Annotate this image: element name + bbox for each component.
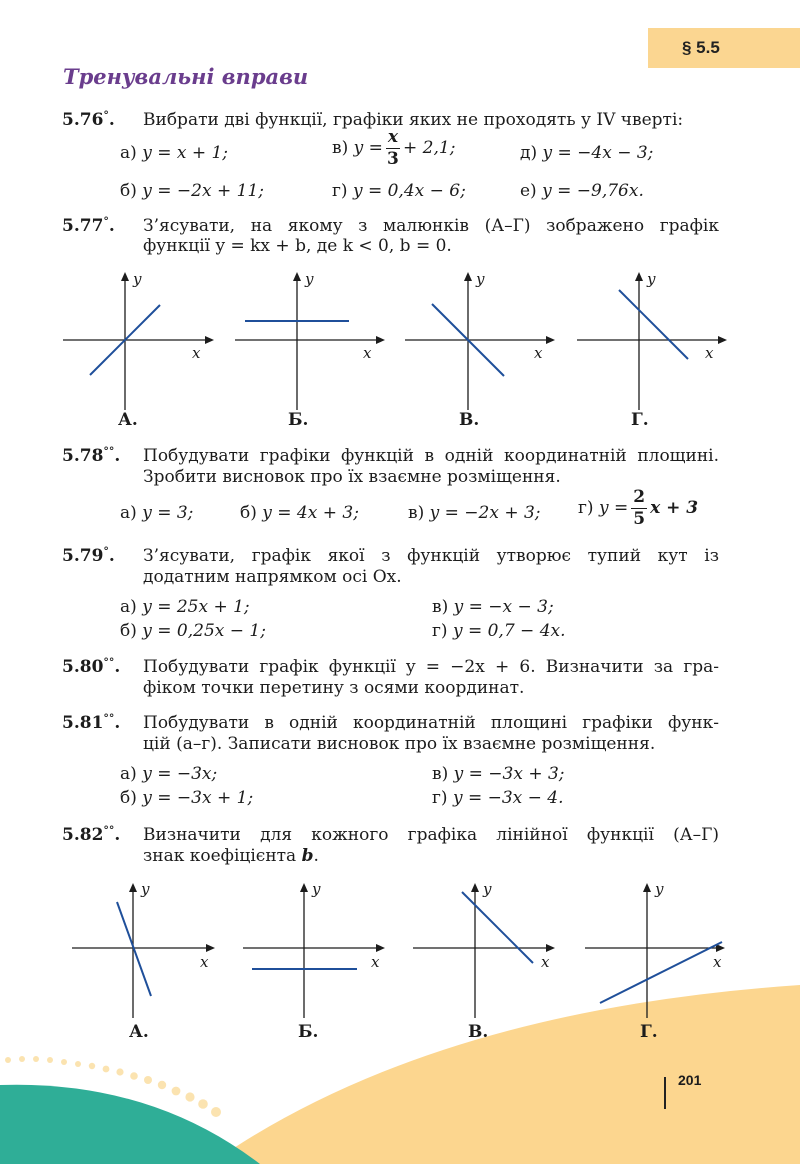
exercise-5-78-line2: Зробити висновок про їх взаємне розміщення.: [143, 467, 561, 487]
section-tab: § 5.5: [648, 28, 800, 68]
option-g: г) y = −3x − 4.: [432, 788, 564, 808]
option-g-fraction: г) y = $\frac{2}{5}$ x + 3: [578, 487, 699, 529]
option-v: в) y = −2x + 3;: [408, 503, 541, 523]
axis-y-label: y: [305, 270, 314, 288]
axis-x-label: x: [534, 344, 543, 362]
exercise-5-82-line1: Визначити для кожного графіка лінійної функції (А–Г): [143, 825, 719, 845]
exercise-5-81-line2: цій (а–г). Записати висновок про їх взаємне розміщення.: [143, 734, 656, 754]
option-e: е) y = −9,76x.: [520, 181, 644, 201]
exercise-5-79-line2: додатним напрямком осі Ox.: [143, 567, 402, 587]
graph-label-b: Б.: [298, 1022, 319, 1042]
graph-label-b: Б.: [288, 410, 309, 430]
exercise-5-80-number: 5.80°°.: [62, 656, 121, 677]
exercise-5-81-line1: Побудувати в одній координатній площині графіки функ-: [143, 713, 719, 733]
fraction-x-over-3: $\frac{x}{3}$: [387, 127, 399, 169]
exercise-5-82-line2: знак коефіцієнта b.: [143, 846, 319, 866]
exercise-5-76-text: Вибрати дві функції, графіки яких не проходять у IV чверті:: [143, 110, 684, 130]
exercise-5-79-line1: З’ясувати, графік якої з функцій утворює тупий кут із: [143, 546, 719, 566]
exercise-5-81-number: 5.81°°.: [62, 712, 121, 733]
exercise-5-76-number: 5.76°.: [62, 109, 115, 130]
graph-V: [413, 883, 555, 1018]
option-a: а) y = 3;: [120, 503, 194, 523]
axis-x-label: x: [363, 344, 372, 362]
exercise-5-80-line2: фіком точки перетину з осями координат.: [143, 678, 525, 698]
page-number-divider: [664, 1077, 666, 1109]
axis-x-label: x: [371, 953, 380, 971]
graph-label-a: А.: [118, 410, 138, 430]
option-b: б) y = −2x + 11;: [120, 181, 264, 201]
axis-y-label: y: [141, 880, 150, 898]
exercise-5-77-line2: функції y = kx + b, де k < 0, b = 0.: [143, 236, 452, 256]
graph-label-a: А.: [129, 1022, 149, 1042]
exercise-5-78-line1: Побудувати графіки функцій в одній координатній площині.: [143, 446, 719, 466]
graph-label-v: В.: [468, 1022, 489, 1042]
exercise-5-77-line1: З’ясувати, на якому з малюнків (А–Г) зображено графік: [143, 216, 719, 236]
page-number: 201: [678, 1072, 702, 1088]
fraction-2-over-5: $\frac{2}{5}$: [633, 487, 646, 529]
section-heading: Тренувальні вправи: [63, 64, 309, 89]
option-v-fraction: в) y = $\frac{x}{3}$ + 2,1;: [332, 127, 456, 169]
option-b: б) y = 0,25x − 1;: [120, 621, 266, 641]
axis-x-label: x: [200, 953, 209, 971]
graph-label-v: В.: [459, 410, 480, 430]
option-v: в) y = −3x + 3;: [432, 764, 565, 784]
option-a: а) y = −3x;: [120, 764, 218, 784]
graph-A: [72, 883, 215, 1018]
axis-x-label: x: [713, 953, 722, 971]
axis-y-label: y: [312, 880, 321, 898]
option-g: г) y = 0,7 − 4x.: [432, 621, 566, 641]
graph-label-g: Г.: [640, 1022, 658, 1042]
graph-label-g: Г.: [631, 410, 649, 430]
exercise-5-82-number: 5.82°°.: [62, 824, 121, 845]
option-b: б) y = −3x + 1;: [120, 788, 254, 808]
exercise-5-78-number: 5.78°°.: [62, 445, 121, 466]
option-v: в) y = −x − 3;: [432, 597, 554, 617]
axis-y-label: y: [655, 880, 664, 898]
axis-x-label: x: [705, 344, 714, 362]
graph-B: [243, 883, 385, 1018]
axis-y-label: y: [483, 880, 492, 898]
axis-y-label: y: [133, 270, 142, 288]
option-a: а) y = 25x + 1;: [120, 597, 250, 617]
option-g: г) y = 0,4x − 6;: [332, 181, 466, 201]
option-b: б) y = 4x + 3;: [240, 503, 359, 523]
exercise-5-77-number: 5.77°.: [62, 215, 115, 236]
axis-x-label: x: [541, 953, 550, 971]
axis-y-label: y: [476, 270, 485, 288]
axis-y-label: y: [647, 270, 656, 288]
axis-x-label: x: [192, 344, 201, 362]
exercise-5-80-line1: Побудувати графік функції y = −2x + 6. Визначити за гра-: [143, 657, 719, 677]
option-d: д) y = −4x − 3;: [520, 143, 654, 163]
graph-G: [585, 883, 725, 1018]
option-a: а) y = x + 1;: [120, 143, 229, 163]
exercise-5-79-number: 5.79°.: [62, 545, 115, 566]
